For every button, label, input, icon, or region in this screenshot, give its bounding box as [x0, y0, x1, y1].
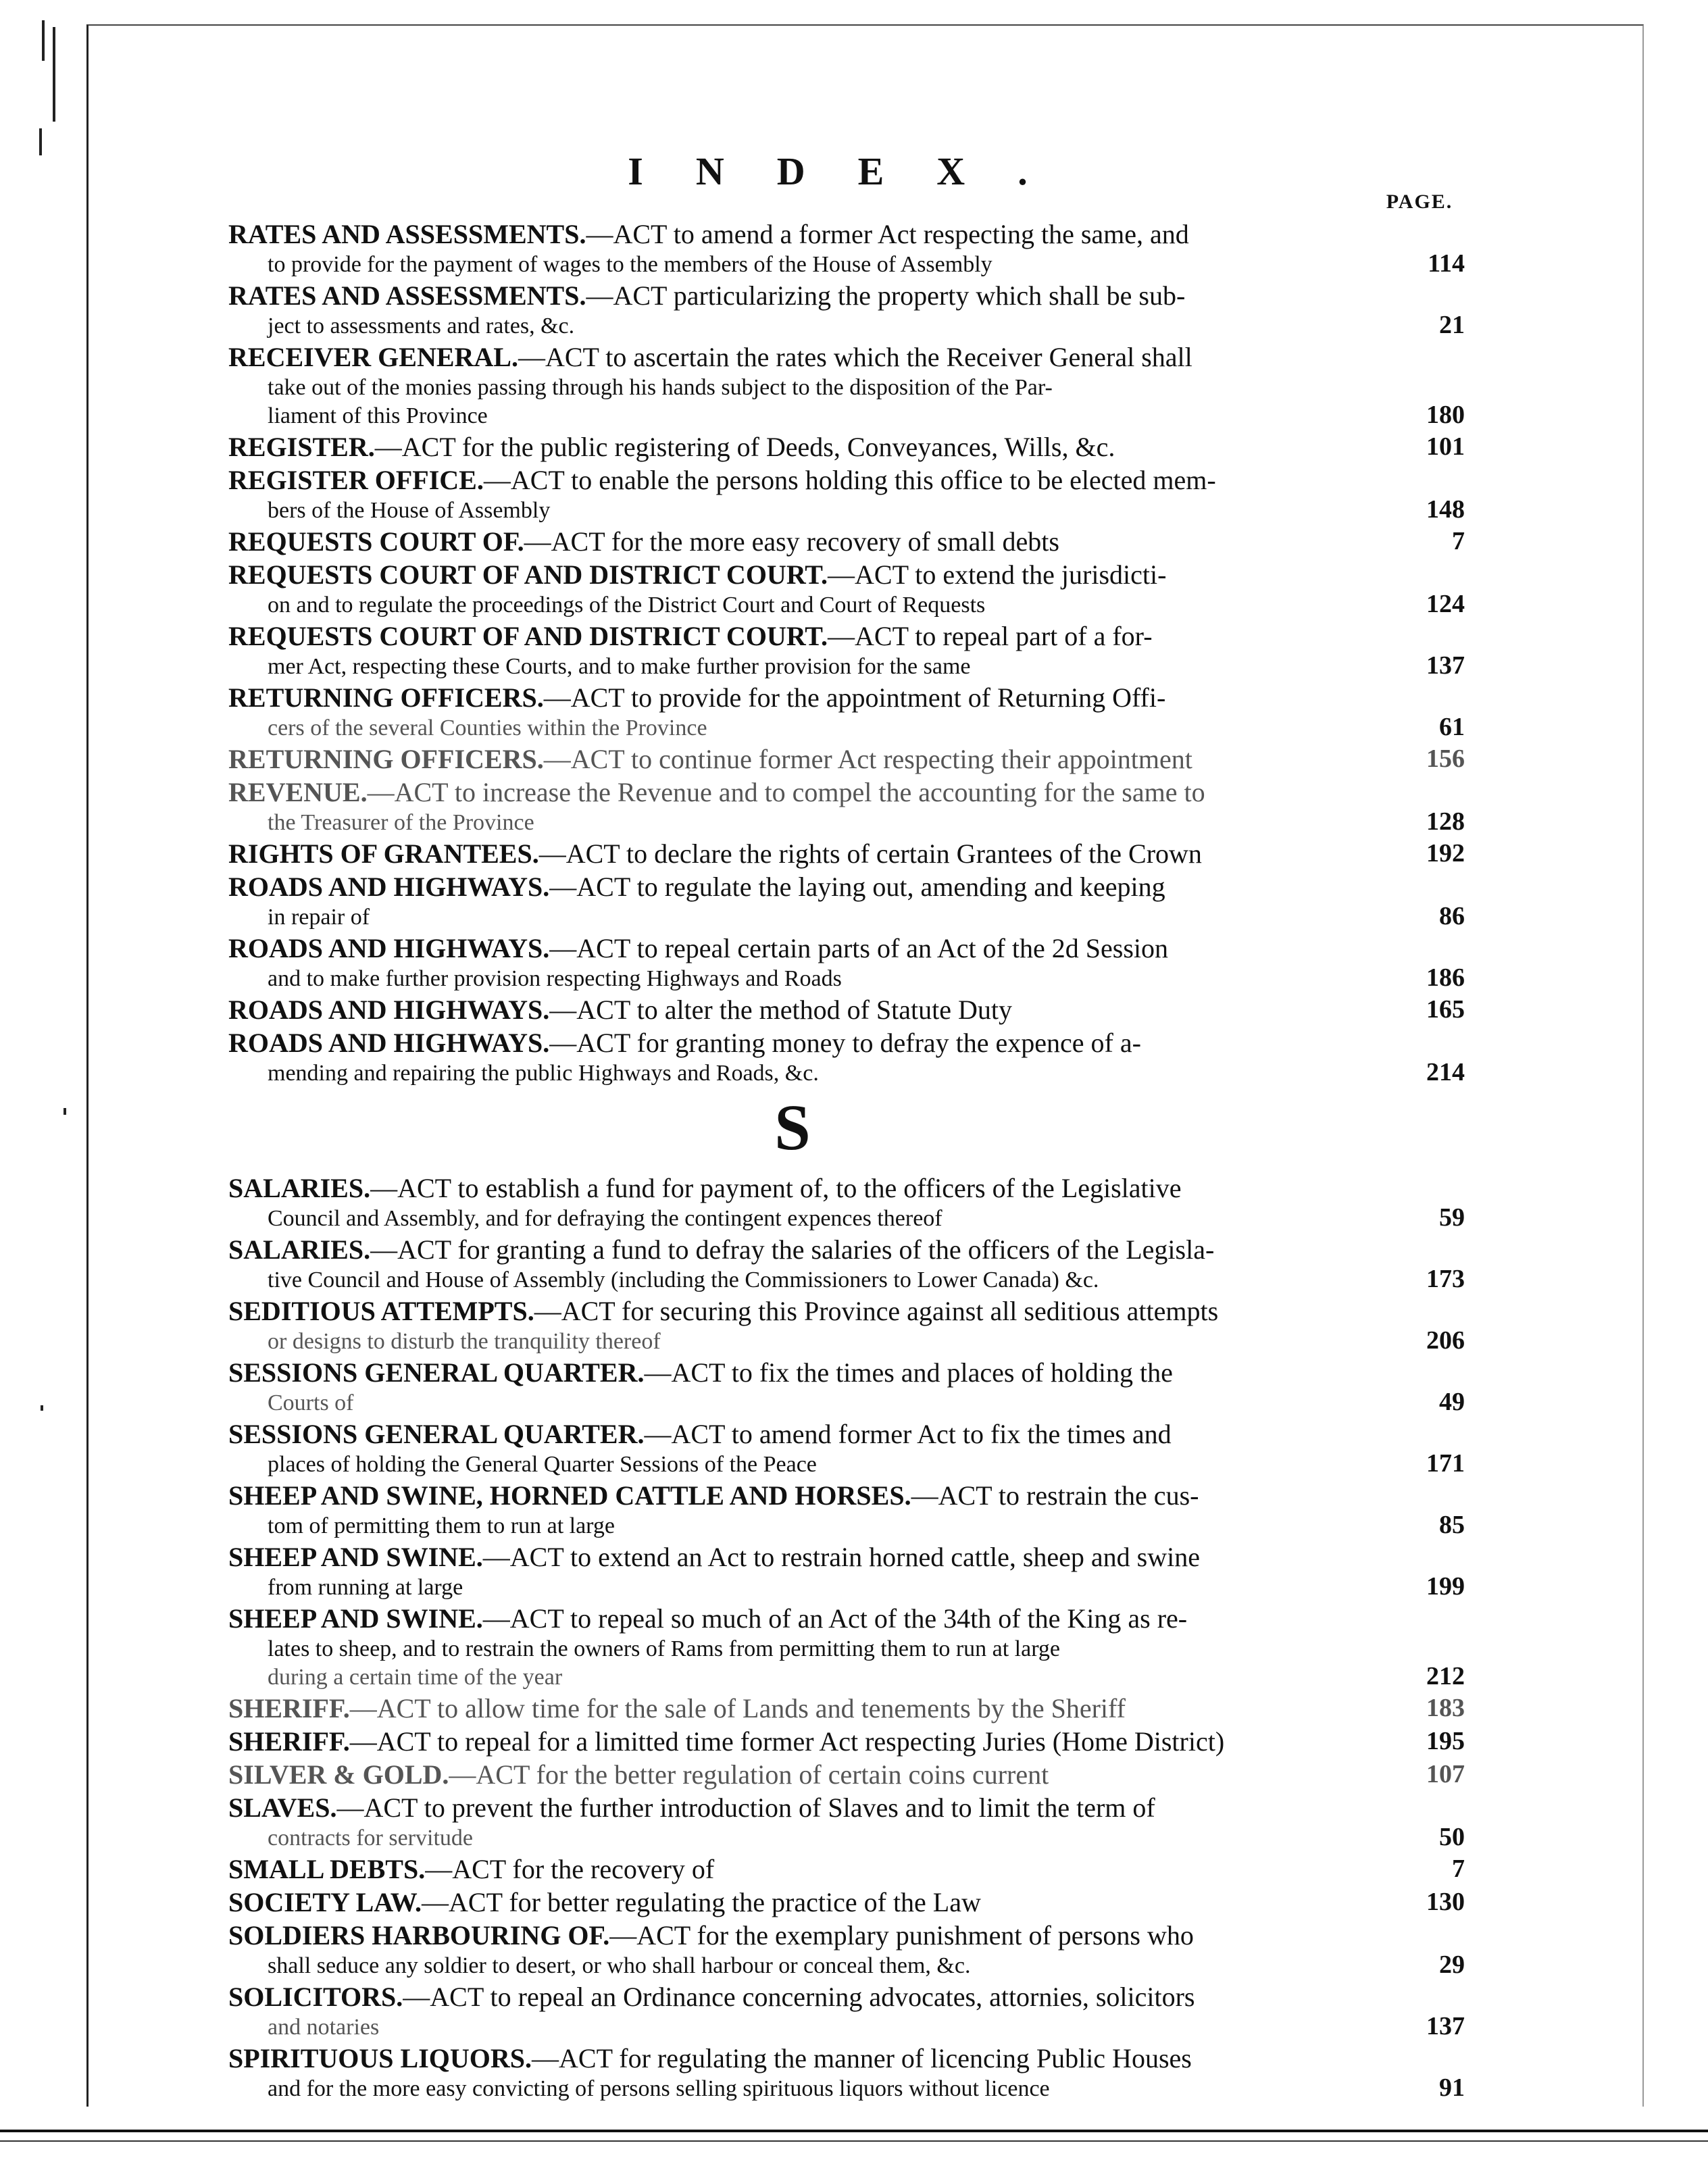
entry-text: —ACT for regulating the manner of licencing Public Houses — [532, 2043, 1192, 2073]
entry-text: —ACT for the public registering of Deeds, Conveyances, Wills, &c. — [374, 432, 1115, 462]
page-number: 199 — [1426, 1572, 1465, 1601]
page-number: 148 — [1426, 495, 1465, 524]
page-number: 173 — [1426, 1265, 1465, 1293]
entry-continuation: and notaries — [268, 2015, 380, 2040]
entry-text: —ACT to continue former Act respecting their appointment — [543, 744, 1192, 774]
index-entry — [228, 279, 1465, 341]
entry-continuation: liament of this Province — [268, 403, 488, 428]
entry-heading: REQUESTS COURT OF AND DISTRICT COURT. — [228, 621, 828, 651]
entry-heading: RIGHTS OF GRANTEES. — [228, 838, 539, 869]
index-entry — [228, 1294, 1465, 1356]
entry-heading: ROADS AND HIGHWAYS. — [228, 872, 550, 902]
entry-continuation: take out of the monies passing through his hands subject to the disposition of the Par- — [268, 375, 1053, 400]
index-entry — [228, 743, 1465, 776]
entry-text: —ACT to fix the times and places of holding the — [644, 1357, 1173, 1388]
entry-heading: REVENUE. — [228, 777, 368, 807]
entry-continuation: mending and repairing the public Highways and Roads, &c. — [268, 1061, 819, 1086]
entry-heading: REQUESTS COURT OF. — [228, 526, 524, 557]
entry-text: —ACT to ascertain the rates which the Receiver General shall — [518, 342, 1192, 372]
page-number: 59 — [1439, 1203, 1465, 1232]
page-number: 180 — [1426, 401, 1465, 429]
page-number: 21 — [1439, 311, 1465, 339]
entry-heading: SHERIFF. — [228, 1693, 350, 1724]
entry-heading: SHEEP AND SWINE. — [228, 1542, 483, 1572]
index-entry — [228, 1540, 1465, 1602]
entry-continuation: mer Act, respecting these Courts, and to make further provision for the same — [268, 654, 971, 679]
bottom-rule — [0, 2140, 1708, 2142]
page-number: 128 — [1426, 807, 1465, 836]
index-entry — [228, 993, 1465, 1026]
page-number: 206 — [1426, 1326, 1465, 1355]
bottom-rule — [0, 2130, 1708, 2132]
entry-continuation: on and to regulate the proceedings of the District Court and Court of Requests — [268, 593, 986, 618]
entry-heading: RATES AND ASSESSMENTS. — [228, 280, 586, 311]
entry-text: —ACT to repeal for a limitted time former Act respecting Juries (Home District) — [349, 1726, 1225, 1757]
entry-text: —ACT for granting a fund to defray the salaries of the officers of the Legisla- — [370, 1234, 1215, 1265]
entry-continuation: tom of permitting them to run at large — [268, 1513, 615, 1538]
entry-heading: SILVER & GOLD. — [228, 1759, 449, 1790]
entry-continuation: and to make further provision respecting Highways and Roads — [268, 966, 842, 991]
entry-heading: RATES AND ASSESSMENTS. — [228, 219, 586, 249]
page-number: 86 — [1439, 902, 1465, 930]
index-entry — [228, 1758, 1465, 1791]
index-entry — [228, 1853, 1465, 1886]
index-entry — [228, 932, 1465, 993]
index-entry — [228, 1233, 1465, 1294]
entry-text: —ACT to allow time for the sale of Lands and tenements by the Sheriff — [349, 1693, 1126, 1724]
entry-heading: SHEEP AND SWINE. — [228, 1603, 483, 1634]
entry-continuation: tive Council and House of Assembly (including the Commissioners to Lower Canada) &c. — [268, 1267, 1099, 1292]
page-title: INDEX. — [628, 149, 1080, 193]
entry-text: —ACT to increase the Revenue and to compel the accounting for the same to — [367, 777, 1205, 807]
entry-heading: SHEEP AND SWINE, HORNED CATTLE AND HORSES. — [228, 1480, 911, 1511]
page-number: 91 — [1439, 2073, 1465, 2102]
entry-heading: SESSIONS GENERAL QUARTER. — [228, 1419, 645, 1449]
entry-text: —ACT to provide for the appointment of Returning Offi- — [543, 682, 1166, 713]
entry-continuation: during a certain time of the year — [268, 1665, 563, 1690]
index-entry — [228, 341, 1465, 430]
page-number: 214 — [1426, 1058, 1465, 1086]
page-number: 186 — [1426, 963, 1465, 992]
entry-text: —ACT to repeal certain parts of an Act of the 2d Session — [549, 933, 1168, 963]
entry-text: —ACT to repeal part of a for- — [828, 621, 1153, 651]
entry-heading: RETURNING OFFICERS. — [228, 744, 544, 774]
page-number: 7 — [1452, 1855, 1465, 1883]
entry-continuation: and for the more easy convicting of persons selling spirituous liquors without licence — [268, 2076, 1050, 2101]
entry-text: —ACT to alter the method of Statute Duty — [549, 995, 1013, 1025]
index-entry — [228, 218, 1465, 279]
index-entry — [228, 1886, 1465, 1919]
entry-heading: RECEIVER GENERAL. — [228, 342, 518, 372]
page-number: 50 — [1439, 1823, 1465, 1851]
entry-continuation: shall seduce any soldier to desert, or who shall harbour or conceal them, &c. — [268, 1953, 971, 1978]
entry-heading: ROADS AND HIGHWAYS. — [228, 1028, 550, 1058]
entry-heading: REGISTER OFFICE. — [228, 465, 484, 495]
entry-text: —ACT to enable the persons holding this office to be elected mem- — [483, 465, 1216, 495]
entry-heading: SMALL DEBTS. — [228, 1854, 426, 1884]
entry-heading: SEDITIOUS ATTEMPTS. — [228, 1296, 534, 1326]
entry-text: —ACT to extend an Act to restrain horned cattle, sheep and swine — [482, 1542, 1200, 1572]
entry-continuation: Courts of — [268, 1390, 354, 1415]
page-number: 137 — [1426, 651, 1465, 680]
entry-text: —ACT to regulate the laying out, amending and keeping — [549, 872, 1165, 902]
entry-heading: SOLICITORS. — [228, 1982, 403, 2012]
entry-text: —ACT to declare the rights of certain Grantees of the Crown — [538, 838, 1202, 869]
left-margin-marks — [0, 0, 81, 2162]
page-number: 156 — [1426, 745, 1465, 773]
entry-text: —ACT to amend former Act to fix the times and — [644, 1419, 1172, 1449]
index-entry — [228, 558, 1465, 620]
entry-text: —ACT for better regulating the practice of the Law — [422, 1887, 981, 1917]
entry-continuation: or designs to disturb the tranquility thereof — [268, 1329, 661, 1354]
index-entry — [228, 1417, 1465, 1479]
entry-continuation: to provide for the payment of wages to the members of the House of Assembly — [268, 252, 993, 277]
page-number: 49 — [1439, 1388, 1465, 1416]
page-number: 101 — [1426, 432, 1465, 461]
index-entry — [228, 837, 1465, 870]
entry-text: —ACT to repeal so much of an Act of the 34th of the King as re- — [482, 1603, 1188, 1634]
page-number: 212 — [1426, 1662, 1465, 1690]
entry-text: —ACT to repeal an Ordinance concerning advocates, attornies, solicitors — [403, 1982, 1195, 2012]
entry-text: —ACT for securing this Province against all seditious attempts — [534, 1296, 1219, 1326]
entry-text: —ACT to restrain the cus- — [911, 1480, 1199, 1511]
entry-text: —ACT for the recovery of — [425, 1854, 715, 1884]
page-number: 195 — [1426, 1727, 1465, 1755]
page-number: 183 — [1426, 1694, 1465, 1722]
entry-heading: SESSIONS GENERAL QUARTER. — [228, 1357, 645, 1388]
entry-heading: SOLDIERS HARBOURING OF. — [228, 1920, 610, 1951]
page-number: 124 — [1426, 590, 1465, 618]
page-number: 85 — [1439, 1511, 1465, 1539]
index-entry — [228, 1479, 1465, 1540]
entry-heading: SLAVES. — [228, 1792, 337, 1823]
entry-continuation: cers of the several Counties within the Province — [268, 715, 707, 740]
entry-text: —ACT for the exemplary punishment of persons who — [609, 1920, 1194, 1951]
index-entry — [228, 1725, 1465, 1758]
index-entry — [228, 1356, 1465, 1417]
entry-heading: SOCIETY LAW. — [228, 1887, 422, 1917]
index-entry — [228, 776, 1465, 837]
entry-continuation: the Treasurer of the Province — [268, 810, 534, 835]
page-number: 192 — [1426, 839, 1465, 868]
entry-heading: REQUESTS COURT OF AND DISTRICT COURT. — [228, 559, 828, 590]
entry-text: —ACT for granting money to defray the expence of a- — [549, 1028, 1141, 1058]
entry-continuation: contracts for servitude — [268, 1826, 473, 1851]
page-number: 137 — [1426, 2012, 1465, 2040]
index-entry — [228, 1692, 1465, 1725]
page-number: 165 — [1426, 995, 1465, 1024]
entry-text: —ACT to extend the jurisdicti- — [828, 559, 1167, 590]
entry-text: —ACT for the more easy recovery of small debts — [524, 526, 1059, 557]
entry-text: —ACT for the better regulation of certain coins current — [449, 1759, 1049, 1790]
entry-text: —ACT to amend a former Act respecting the same, and — [586, 219, 1189, 249]
entry-heading: ROADS AND HIGHWAYS. — [228, 933, 550, 963]
page-number: 107 — [1426, 1760, 1465, 1788]
page-number: 29 — [1439, 1951, 1465, 1979]
index-entry — [228, 463, 1465, 525]
page-number: 61 — [1439, 713, 1465, 741]
index-entry — [228, 1172, 1465, 1233]
index-entry — [228, 1602, 1465, 1692]
page-number: 171 — [1426, 1449, 1465, 1478]
index-entry — [228, 620, 1465, 681]
entry-continuation: places of holding the General Quarter Sessions of the Peace — [268, 1452, 817, 1477]
entry-continuation: ject to assessments and rates, &c. — [268, 313, 575, 338]
index-entry — [228, 525, 1465, 558]
entry-continuation: lates to sheep, and to restrain the owners of Rams from permitting them to run at large — [268, 1636, 1061, 1661]
page-column-label: PAGE. — [1386, 191, 1453, 213]
entry-text: —ACT to prevent the further introduction of Slaves and to limit the term of — [336, 1792, 1155, 1823]
entry-heading: ROADS AND HIGHWAYS. — [228, 995, 550, 1025]
entry-heading: REGISTER. — [228, 432, 375, 462]
index-entry — [228, 430, 1465, 463]
entry-continuation: bers of the House of Assembly — [268, 498, 551, 523]
index-entry — [228, 870, 1465, 932]
entry-continuation: in repair of — [268, 905, 370, 930]
page-number: 114 — [1428, 249, 1465, 278]
index-entry — [228, 1791, 1465, 1853]
page-number: 7 — [1452, 527, 1465, 555]
entry-heading: RETURNING OFFICERS. — [228, 682, 544, 713]
entry-heading: SPIRITUOUS LIQUORS. — [228, 2043, 532, 2073]
section-letter: S — [774, 1091, 811, 1163]
entry-text: —ACT particularizing the property which shall be sub- — [586, 280, 1186, 311]
entry-continuation: from running at large — [268, 1575, 463, 1600]
entry-text: —ACT to establish a fund for payment of, to the officers of the Legislative — [370, 1173, 1182, 1203]
entry-heading: SALARIES. — [228, 1234, 371, 1265]
entry-heading: SHERIFF. — [228, 1726, 350, 1757]
page-number: 130 — [1426, 1888, 1465, 1916]
index-entry — [228, 2042, 1465, 2103]
index-entry — [228, 1980, 1465, 2042]
index-entries — [228, 218, 1465, 2103]
index-entry — [228, 681, 1465, 743]
index-entry — [228, 1919, 1465, 1980]
index-entry — [228, 1026, 1465, 1088]
entry-continuation: Council and Assembly, and for defraying the contingent expences thereof — [268, 1206, 943, 1231]
entry-heading: SALARIES. — [228, 1173, 371, 1203]
